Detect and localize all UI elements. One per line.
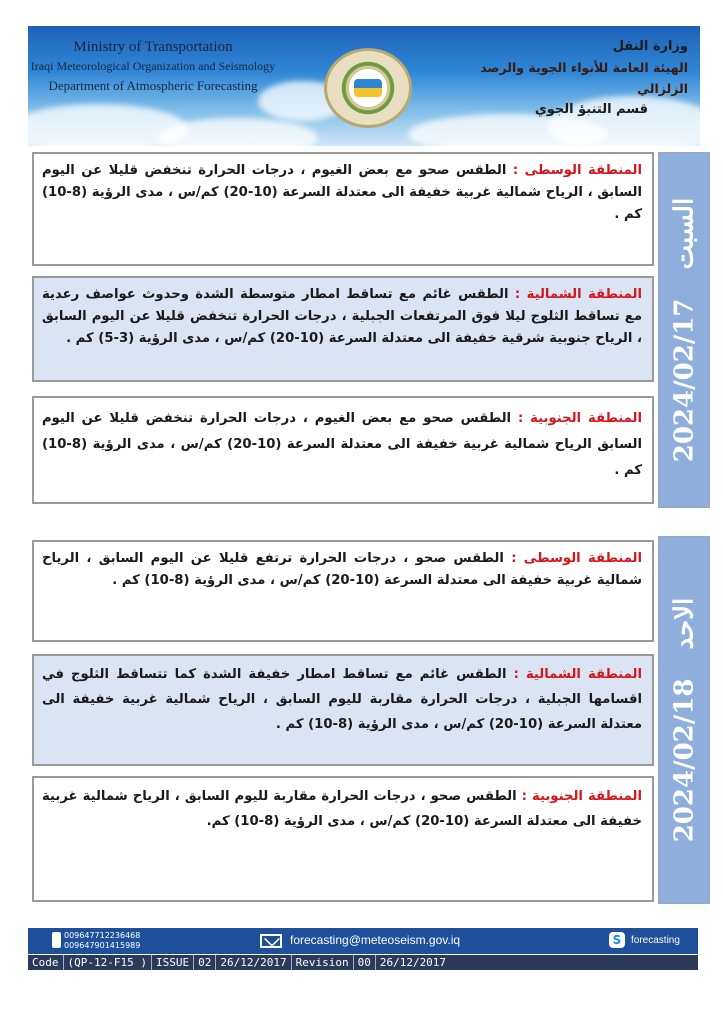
region-name: المنطقة الوسطى : xyxy=(511,551,643,566)
document-code-bar xyxy=(28,955,698,970)
region-forecast-text: الطقس صحو ، درجات الحرارة مقاربة لليوم السابق ، الرياح شمالية غربية خفيفة الى معتدلة السرعة (10-20) كم/س ، مدى الرؤية (8-10) كم. xyxy=(42,789,642,829)
region-forecast-text: الطقس صحو ، درجات الحرارة ترتفع قليلا عن اليوم السابق ، الرياح شمالية غربية خفيفة الى معتدلة السرعة (10-20) كم/س ، مدى الرؤية (8-10) كم . xyxy=(42,551,642,588)
header-banner xyxy=(28,26,700,146)
region-forecast-text: الطقس صحو مع بعض الغيوم ، درجات الحرارة تنخفض قليلا عن اليوم السابق ، الرياح شمالية غربية خفيفة الى معتدلة السرعة (10-20) كم/س ، مدى الرؤية (8-10) كم . xyxy=(42,163,642,222)
email-link[interactable]: forecasting@meteoseism.gov.iq xyxy=(290,933,461,947)
day-forecast-saturday xyxy=(28,152,710,508)
day-date: 2024/02/18 xyxy=(669,678,699,843)
region-south xyxy=(32,396,654,504)
phone-icon xyxy=(52,932,61,948)
mail-icon xyxy=(260,934,282,948)
region-central xyxy=(32,152,654,266)
logo-emblem-icon xyxy=(354,79,382,97)
day-name: الاحد xyxy=(669,597,699,650)
issue-number: 02 xyxy=(194,955,216,970)
region-name: المنطقة الشمالية : xyxy=(514,287,642,302)
region-forecast-text: الطقس غائم مع تساقط امطار خفيفة الشدة كما تتساقط الثلوج في اقسامها الجبلية ، درجات الحرارة مقاربة لليوم السابق ، الرياح شمالية غربية خفيفة الى معتدلة السرعة (10-20) كم/س ، مدى الرؤية (8-10) كم . xyxy=(42,667,642,732)
phone-number: 009647901415989 xyxy=(64,941,141,950)
skype-icon: S xyxy=(609,932,625,948)
header-arabic-text xyxy=(478,36,688,120)
phone-number: 009647712236468 xyxy=(64,931,141,940)
day-date: 2024/02/17 xyxy=(669,298,699,463)
region-name: المنطقة الجنوبية : xyxy=(517,411,642,426)
region-south xyxy=(32,776,654,902)
region-forecast-text: الطقس صحو مع بعض الغيوم ، درجات الحرارة تنخفض قليلا عن اليوم السابق الرياح شمالية غربية خفيفة الى معتدلة السرعة (10-20) كم/س ، مدى الرؤية (8-10) كم . xyxy=(42,411,642,478)
organization-logo xyxy=(324,48,412,128)
code-value: (QP-12-F15 ) xyxy=(64,955,152,970)
skype-id: forecasting xyxy=(631,935,680,946)
department-name-ar: قسم التنبؤ الجوي xyxy=(534,102,648,117)
organization-name-ar: الهيئة العامة للأنواء الجوية والرصد الزلزالي xyxy=(480,60,688,96)
day-forecast-sunday xyxy=(28,536,710,904)
region-north xyxy=(32,654,654,766)
organization-name-en: Iraqi Meteorological Organization and Seismology xyxy=(30,59,276,73)
code-label: Code xyxy=(28,955,64,970)
ministry-name-en: Ministry of Transportation xyxy=(73,39,233,55)
region-name: المنطقة الوسطى : xyxy=(512,163,643,178)
ministry-name-ar: وزارة النقل xyxy=(612,39,688,54)
region-name: المنطقة الجنوبية : xyxy=(521,789,642,804)
revision-label: Revision xyxy=(292,955,354,970)
issue-label: ISSUE xyxy=(152,955,194,970)
footer xyxy=(28,928,698,970)
region-name: المنطقة الشمالية : xyxy=(513,667,642,682)
day-label-bar xyxy=(658,152,710,508)
region-forecast-text: الطقس غائم مع تساقط امطار متوسطة الشدة وحدوث عواصف رعدية مع تساقط الثلوج ليلا فوق المرتفعات الجبلية ، درجات الحرارة تنخفض قليلا عن اليوم السابق ، الرياح جنوبية شرقية خفيفة الى معتدلة السرعة (10-20) كم/س ، مدى الرؤية (3-5) كم . xyxy=(42,287,642,346)
header-english-text xyxy=(28,38,278,95)
contact-bar xyxy=(28,928,698,954)
phone-numbers xyxy=(64,931,140,951)
day-label-bar xyxy=(658,536,710,904)
region-central xyxy=(32,540,654,642)
revision-date: 26/12/2017 xyxy=(379,956,447,969)
day-name: السبت xyxy=(669,197,699,270)
revision-number: 00 xyxy=(354,955,376,970)
issue-date: 26/12/2017 xyxy=(216,955,291,970)
department-name-en: Department of Atmospheric Forecasting xyxy=(48,78,258,93)
region-north xyxy=(32,276,654,382)
